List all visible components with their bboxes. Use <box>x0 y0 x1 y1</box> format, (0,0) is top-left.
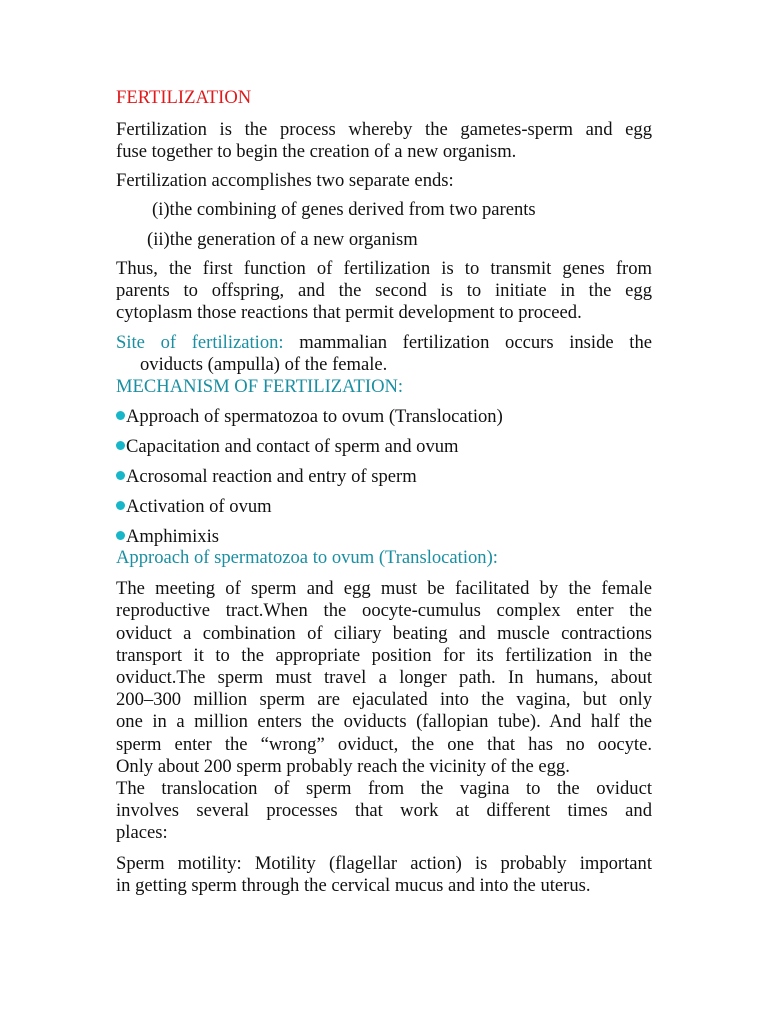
approach-paragraph-line: transport it to the appropriate position for its fertilization in the <box>116 645 652 666</box>
ends-item: (i)the combining of genes derived from two parents <box>152 199 536 220</box>
approach-paragraph-line: oviduct a combination of ciliary beating and muscle contractions <box>116 623 652 644</box>
site-label: Site of fertilization: <box>116 332 284 353</box>
intro-paragraph-line: Fertilization is the process whereby the gametes-sperm and egg <box>116 119 652 140</box>
bullet-icon <box>116 441 125 450</box>
mechanism-list-item <box>116 496 272 518</box>
approach-paragraph-line: oviduct.The sperm must travel a longer path. In humans, about <box>116 667 652 688</box>
site-text: mammalian fertilization occurs inside the <box>283 332 652 353</box>
bullet-icon <box>116 411 125 420</box>
bullet-icon <box>116 471 125 480</box>
approach-paragraph-line: places: <box>116 822 168 843</box>
mechanism-list-item <box>116 526 219 548</box>
ends-item: (ii)the generation of a new organism <box>147 229 418 250</box>
approach-paragraph-line: The meeting of sperm and egg must be facilitated by the female <box>116 578 652 599</box>
approach-paragraph-line: Only about 200 sperm probably reach the vicinity of the egg. <box>116 756 570 777</box>
approach-paragraph-line: The translocation of sperm from the vagina to the oviduct <box>116 778 652 799</box>
approach-paragraph-line: 200–300 million sperm are ejaculated into the vagina, but only <box>116 689 652 710</box>
mechanism-item-text: Acrosomal reaction and entry of sperm <box>126 466 417 487</box>
mechanism-item-text: Approach of spermatozoa to ovum (Translocation) <box>126 406 503 427</box>
mechanism-item-text: Activation of ovum <box>126 496 272 517</box>
mechanism-list-item <box>116 406 503 428</box>
page-title: FERTILIZATION <box>116 87 252 108</box>
motility-paragraph-line: Sperm motility: Motility (flagellar action) is probably important <box>116 853 652 874</box>
mechanism-heading: MECHANISM OF FERTILIZATION: <box>116 376 404 397</box>
site-of-fertilization-line <box>116 332 652 354</box>
bullet-icon <box>116 531 125 540</box>
mechanism-item-text: Capacitation and contact of sperm and ovum <box>126 436 459 457</box>
mechanism-list-item <box>116 436 459 458</box>
approach-heading: Approach of spermatozoa to ovum (Translocation): <box>116 547 498 568</box>
site-text-continuation: oviducts (ampulla) of the female. <box>140 354 388 375</box>
approach-paragraph-line: sperm enter the “wrong” oviduct, the one that has no oocyte. <box>116 734 652 755</box>
approach-paragraph-line: one in a million enters the oviducts (fallopian tube). And half the <box>116 711 652 732</box>
motility-paragraph-line: in getting sperm through the cervical mucus and into the uterus. <box>116 875 591 896</box>
intro-paragraph-line: fuse together to begin the creation of a new organism. <box>116 141 517 162</box>
thus-paragraph-line: cytoplasm those reactions that permit development to proceed. <box>116 302 582 323</box>
mechanism-item-text: Amphimixis <box>126 526 219 547</box>
thus-paragraph-line: parents to offspring, and the second is to initiate in the egg <box>116 280 652 301</box>
mechanism-list-item <box>116 466 417 488</box>
thus-paragraph-line: Thus, the first function of fertilization is to transmit genes from <box>116 258 652 279</box>
approach-paragraph-line: involves several processes that work at different times and <box>116 800 652 821</box>
bullet-icon <box>116 501 125 510</box>
approach-paragraph-line: reproductive tract.When the oocyte-cumulus complex enter the <box>116 600 652 621</box>
ends-intro: Fertilization accomplishes two separate ends: <box>116 170 454 191</box>
